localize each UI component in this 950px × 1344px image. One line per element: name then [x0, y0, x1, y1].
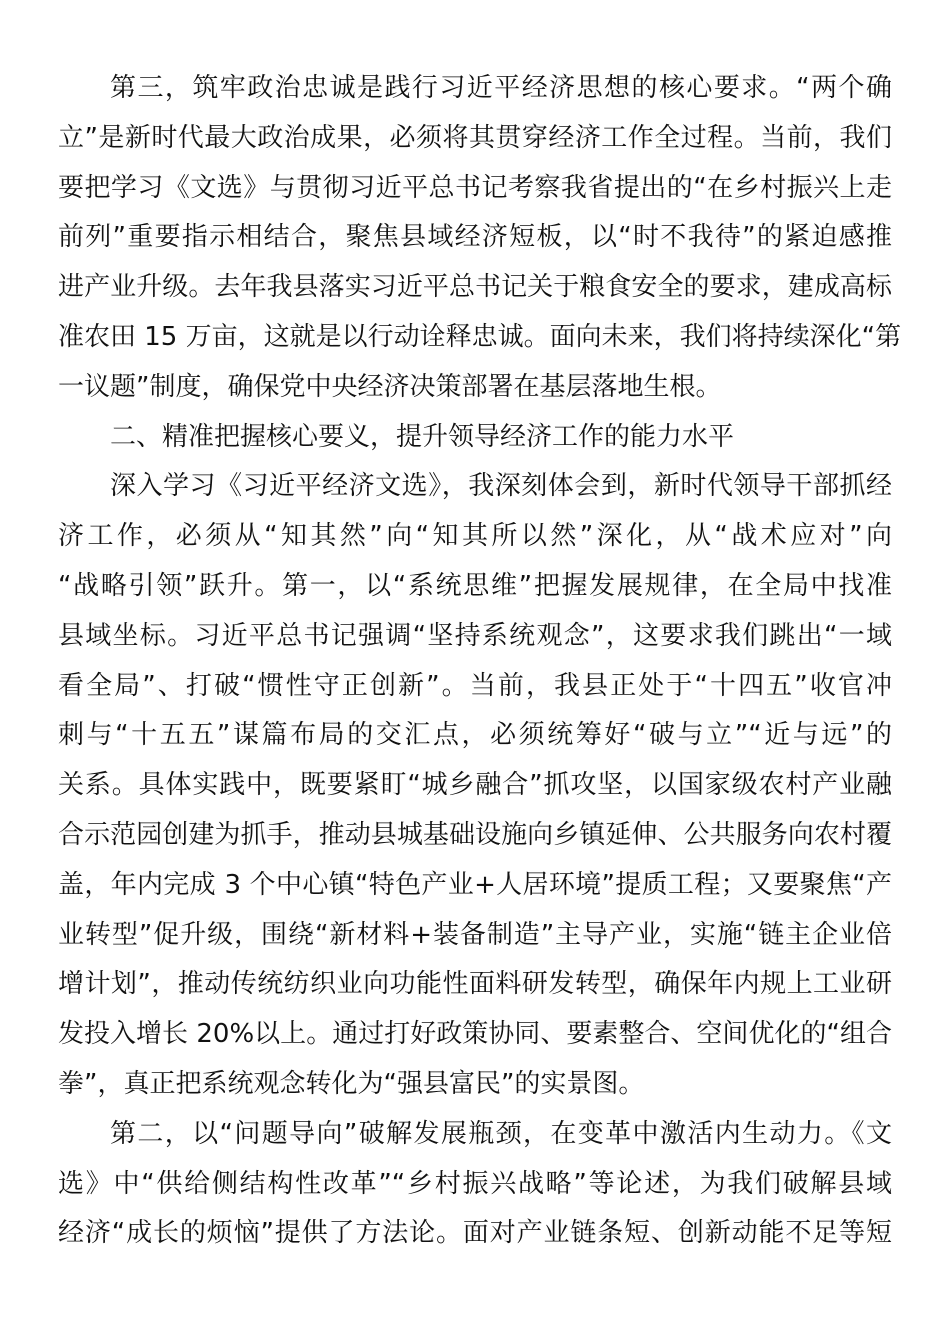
text-line: 拳”，真正把系统观念转化为“强县富民”的实景图。	[58, 1068, 645, 1099]
text-line: 经济“成长的烦恼”提供了方法论。面对产业链条短、创新动能不足等短	[58, 1218, 892, 1249]
text-line: 准农田 15 万亩，这就是以行动诠释忠诚。面向未来，我们将持续深化“第	[58, 321, 902, 352]
text-line: 进产业升级。去年我县落实习近平总书记关于粮食安全的要求，建成高标	[58, 272, 892, 303]
text-line: 深入学习《习近平经济文选》，我深刻体会到，新时代领导干部抓经	[110, 471, 892, 502]
text-line: 业转型”促升级，围绕“新材料+装备制造”主导产业，实施“链主企业倍	[58, 919, 892, 950]
text-line: 盖，年内完成 3 个中心镇“特色产业+人居环境”提质工程；又要聚焦“产	[58, 869, 892, 900]
section-heading-text: 二、精准把握核心要义，提升领导经济工作的能力水平	[110, 421, 735, 452]
text-line: 立”是新时代最大政治成果，必须将其贯穿经济工作全过程。当前，我们	[58, 122, 892, 153]
text-line: 第三，筑牢政治忠诚是践行习近平经济思想的核心要求。“两个确	[110, 73, 892, 103]
text-line: 刺与“十五五”谋篇布局的交汇点，必须统筹好“破与立”“近与远”的	[58, 720, 892, 751]
text-line: 要把学习《文选》与贯彻习近平总书记考察我省提出的“在乡村振兴上走	[58, 172, 892, 203]
text-line: 增计划”，推动传统纺织业向功能性面料研发转型，确保年内规上工业研	[58, 969, 892, 1000]
text-line: 前列”重要指示相结合，聚焦县域经济短板，以“时不我待”的紧迫感推	[58, 222, 892, 253]
text-line: 济工作，必须从“知其然”向“知其所以然”深化，从“战术应对”向	[58, 521, 892, 552]
text-line: 县域坐标。习近平总书记强调“坚持系统观念”，这要求我们跳出“一域	[58, 620, 892, 651]
text-line: 看全局”、打破“惯性守正创新”。当前，我县正处于“十四五”收官冲	[58, 670, 892, 701]
text-line: 发投入增长 20%以上。通过打好政策协同、要素整合、空间优化的“组合	[58, 1019, 892, 1050]
text-line: 选》中“供给侧结构性改革”“乡村振兴战略”等论述，为我们破解县域	[58, 1168, 892, 1199]
text-line: 一议题”制度，确保党中央经济决策部署在基层落地生根。	[58, 371, 722, 402]
paragraph-problem-oriented	[58, 1110, 892, 1259]
text-line: 第二，以“问题导向”破解发展瓶颈，在变革中激活内生动力。《文	[110, 1118, 892, 1149]
section-heading	[58, 413, 892, 463]
text-line: 合示范园创建为抓手，推动县城基础设施向乡镇延伸、公共服务向农村覆	[58, 819, 892, 850]
document-body	[58, 64, 902, 1259]
paragraph-core-essentials	[58, 462, 892, 1109]
paragraph-political-loyalty	[58, 64, 902, 413]
text-line: “战略引领”跃升。第一，以“系统思维”把握发展规律，在全局中找准	[58, 570, 892, 601]
text-line: 关系。具体实践中，既要紧盯“城乡融合”抓攻坚，以国家级农村产业融	[58, 770, 892, 801]
